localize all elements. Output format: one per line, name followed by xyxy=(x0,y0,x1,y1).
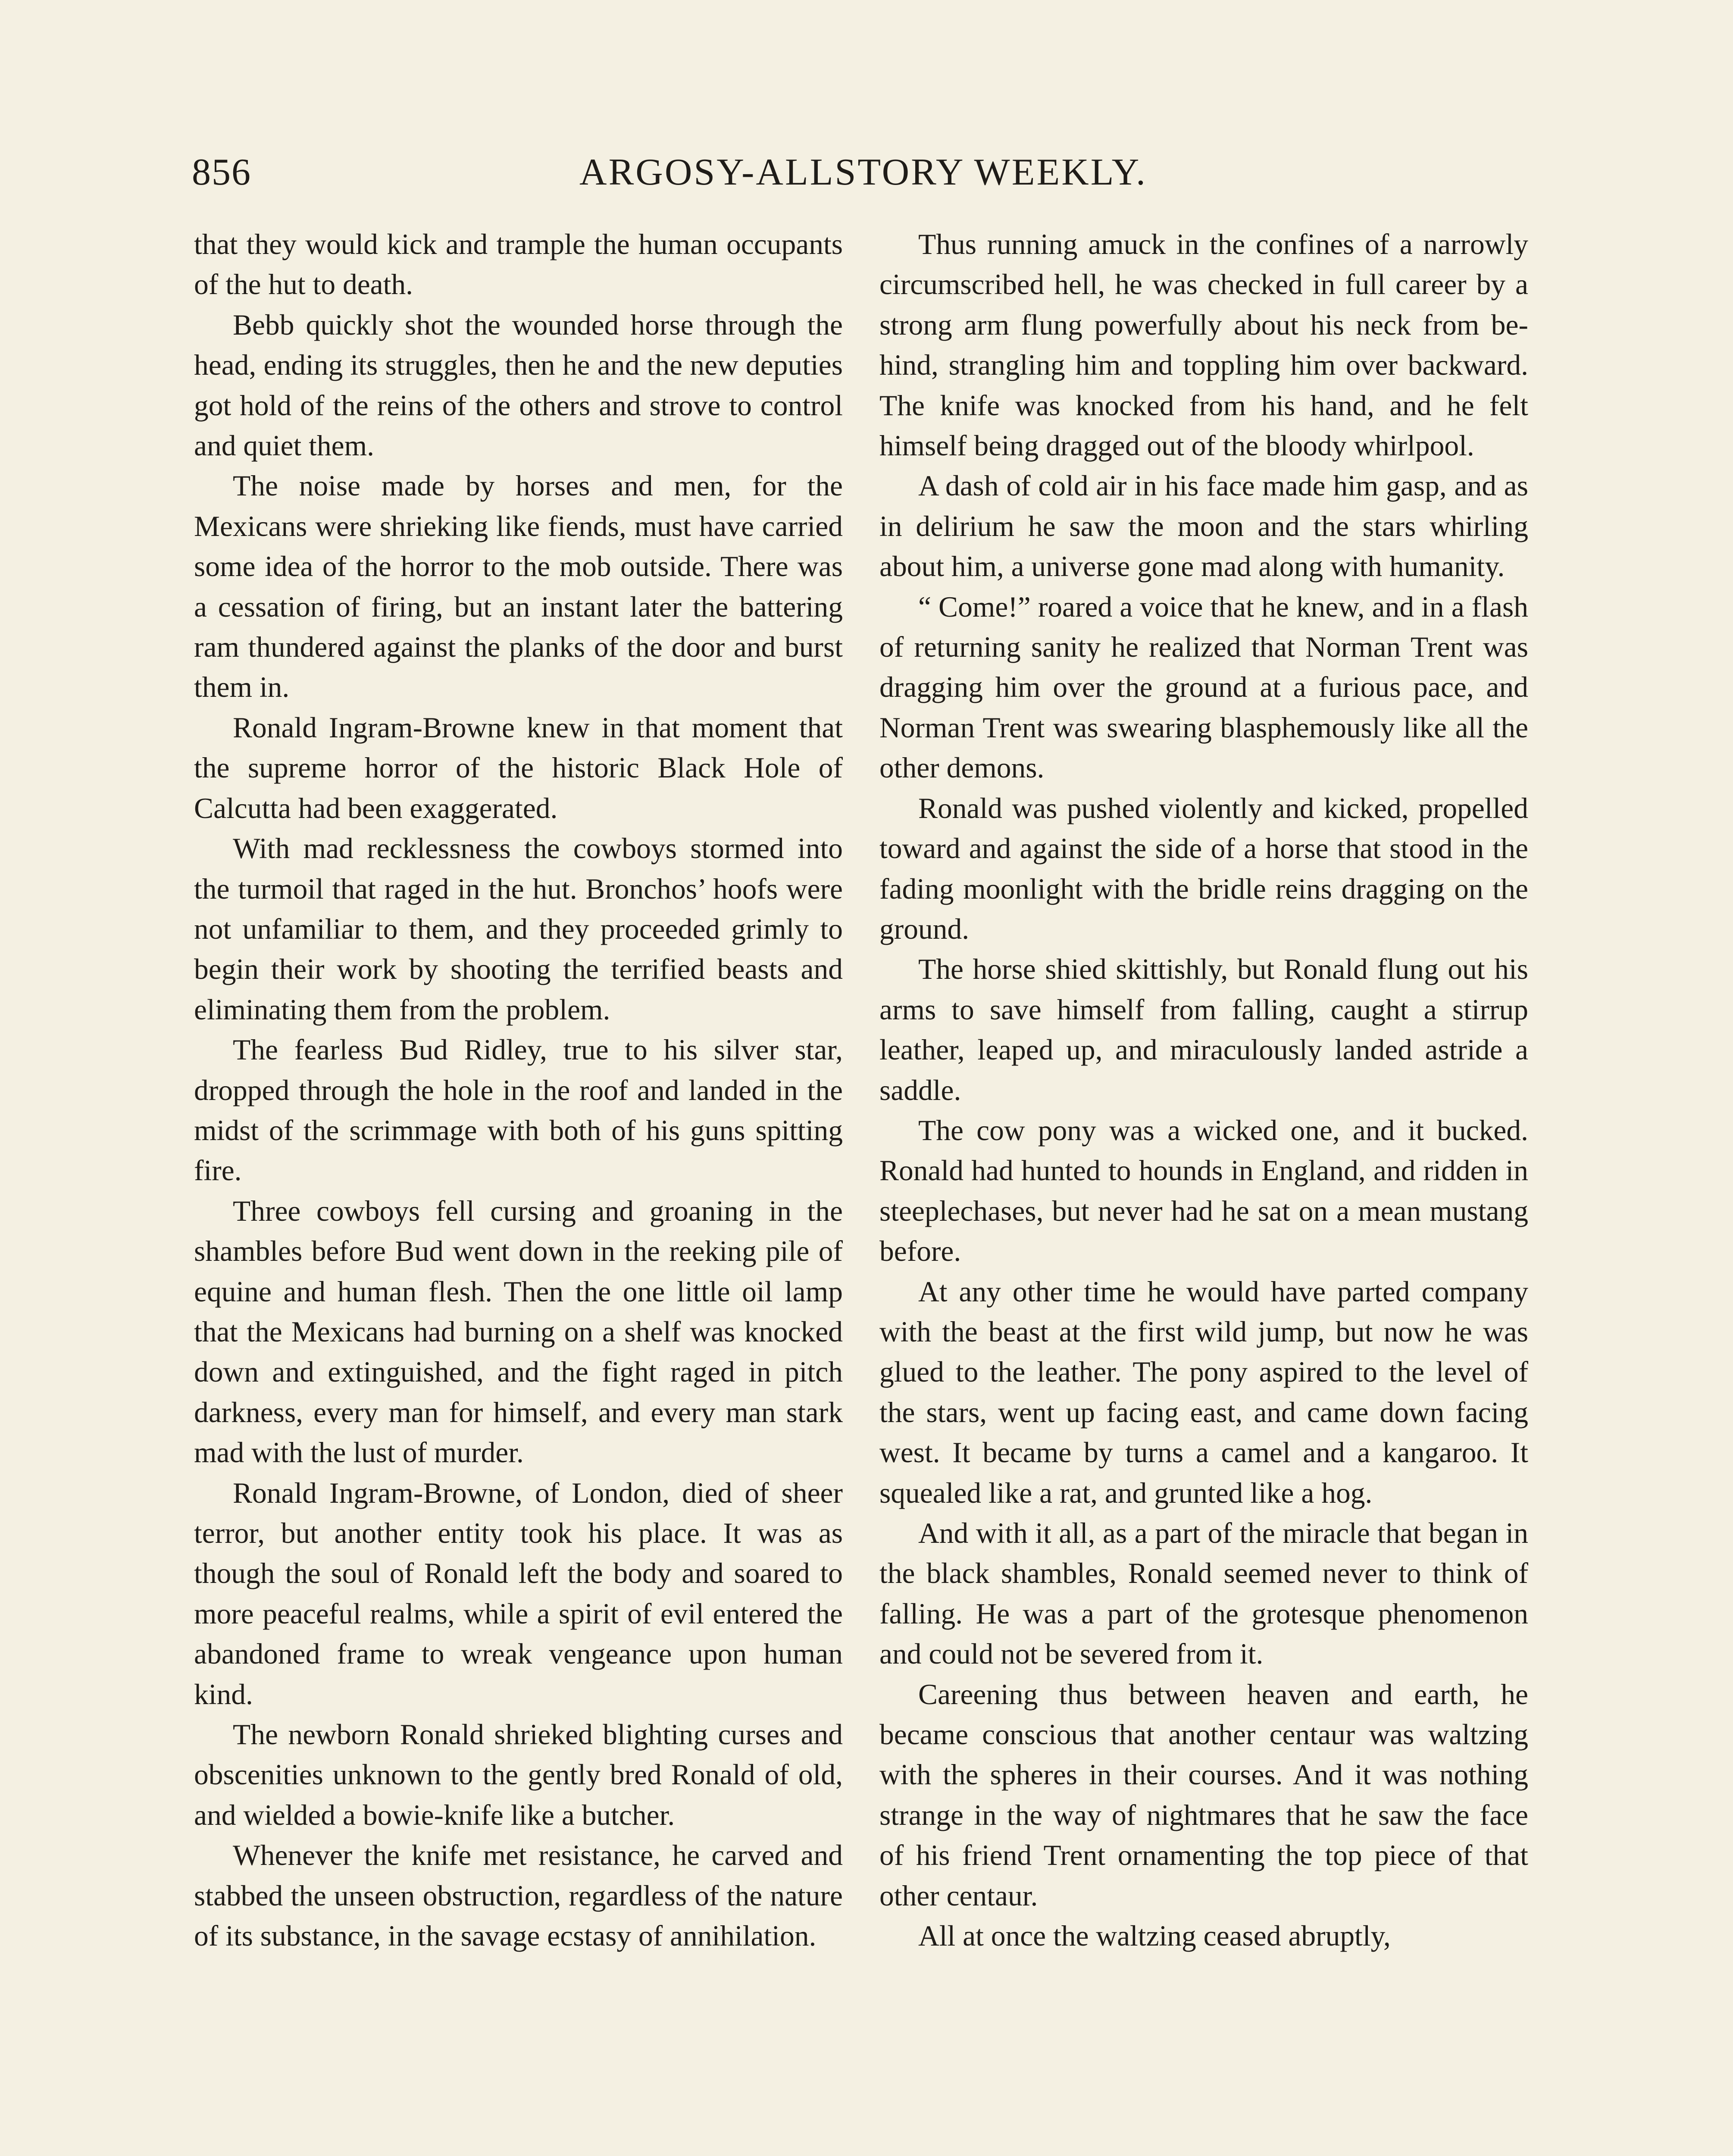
paragraph: Bebb quickly shot the wounded horse through the head, ending its struggles, then he and the new deputies got hold of the reins of the others and strove to control and quiet them. xyxy=(194,308,843,462)
paragraph: Ronald Ingram-Browne knew in that moment that the supreme horror of the historic Black Hole of Calcutta had been exaggerated. xyxy=(194,711,843,824)
running-title: ARGOSY-ALLSTORY WEEKLY. xyxy=(579,151,1147,193)
paragraph: The fearless Bud Ridley, true to his silver star, dropped through the hole in the roof and landed in the midst of the scrimmage with both of his guns spitting fire. xyxy=(194,1034,843,1187)
paragraph: At any other time he would have parted company with the beast at the first wild jump, but now he was glued to the leather. The pony aspired to the level of the stars, went up facing east, and came down facing west. It became by turns a camel and a kangaroo. It squealed like a rat, and grunted like a hog. xyxy=(879,1275,1528,1509)
paragraph: Three cowboys fell cursing and groaning in the shambles before Bud went down in the reeking pile of equine and human flesh. Then the one little oil lamp that the Mexicans had burning on a shelf was knocked down and extinguished, and the fight raged in pitch darkness, every man for himself, and every man stark mad with the lust of murder. xyxy=(194,1194,843,1469)
paragraph: A dash of cold air in his face made him gasp, and as in delirium he saw the moon and the stars whirling about him, a universe gone mad along with humanity. xyxy=(879,470,1528,583)
page-number: 856 xyxy=(192,151,251,193)
page-header xyxy=(192,149,1535,196)
paragraph: The cow pony was a wicked one, and it bucked. Ronald had hunted to hounds in England, and ridden in steeplechases, but never had he sat on a mean mustang before. xyxy=(879,1114,1528,1268)
paragraph: Careening thus between heaven and earth, he became conscious that another centaur was waltzing with the spheres in their courses. And it was nothing strange in the way of nightmares that he saw the face of his friend Trent ornamenting the top piece of that other centaur. xyxy=(879,1678,1528,1912)
paragraph: Thus running amuck in the confines of a narrowly circumscribed hell, he was checked in full career by a strong arm flung powerfully about his neck from behind, strangling him and toppling him over backward. The knife was knocked from his hand, and he felt himself being dragged out of the bloody whirlpool. xyxy=(879,228,1528,462)
right-column xyxy=(879,224,1528,1956)
paragraph: that they would kick and trample the human occupants of the hut to death. xyxy=(194,228,843,301)
paragraph: The noise made by horses and men, for the Mexicans were shrieking like fiends, must have carried some idea of the horror to the mob outside. There was a cessation of firing, but an instant later the battering ram thundered against the planks of the door and burst them in. xyxy=(194,470,843,704)
paragraph: Ronald was pushed violently and kicked, propelled toward and against the side of a horse that stood in the fading moonlight with the bridle reins dragging on the ground. xyxy=(879,792,1528,945)
left-column xyxy=(194,224,843,1956)
paragraph: “ Come!” roared a voice that he knew, and in a flash of returning sanity he realized that Norman Trent was dragging him over the ground at a furious pace, and Norman Trent was swearing blasphemously like all the other demons. xyxy=(879,590,1528,784)
paragraph: The newborn Ronald shrieked blighting curses and obscenities unknown to the gently bred Ronald of old, and wielded a bowie-knife like a butcher. xyxy=(194,1718,843,1831)
paragraph: The horse shied skittishly, but Ronald flung out his arms to save himself from falling, caught a stirrup leather, leaped up, and miraculously landed astride a saddle. xyxy=(879,953,1528,1106)
paragraph: Ronald Ingram-Browne, of London, died of sheer terror, but another entity took his place. It was as though the soul of Ronald left the body and soared to more peaceful realms, while a spirit of evil entered the abandoned frame to wreak vengeance upon human kind. xyxy=(194,1476,843,1711)
paragraph: Whenever the knife met resistance, he carved and stabbed the unseen obstruction, regardless of the nature of its substance, in the savage ecstasy of annihilation. xyxy=(194,1839,843,1952)
paragraph: And with it all, as a part of the miracle that began in the black shambles, Ronald seemed never to think of falling. He was a part of the grotesque phenomenon and could not be severed from it. xyxy=(879,1517,1528,1670)
paragraph: All at once the waltzing ceased abruptly, xyxy=(918,1920,1391,1952)
paragraph: With mad recklessness the cowboys stormed into the turmoil that raged in the hut. Bronchos’ hoofs were not unfamiliar to them, and they proceeded grimly to begin their work by shooting the terrified beasts and eliminating them from the problem. xyxy=(194,832,843,1026)
